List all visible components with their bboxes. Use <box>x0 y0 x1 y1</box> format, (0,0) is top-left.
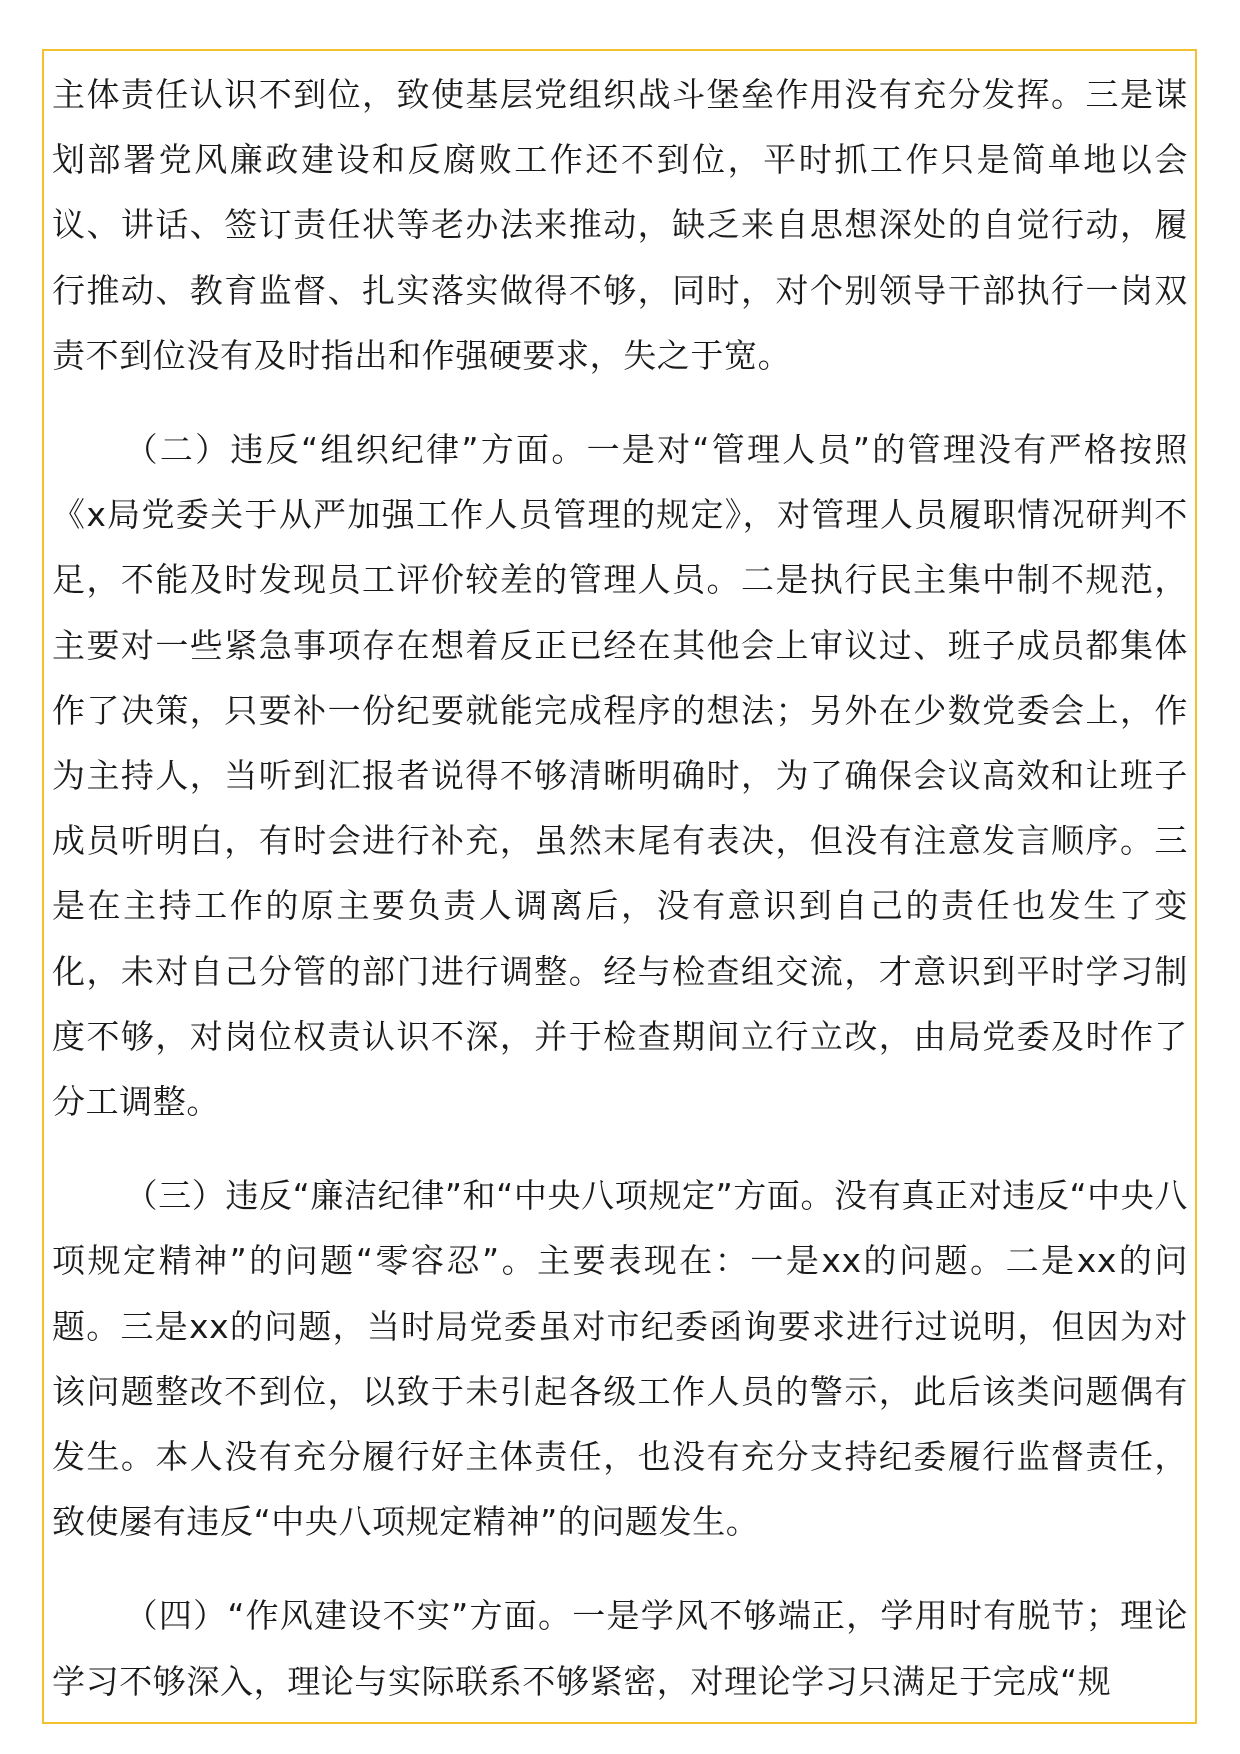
paragraph-integrity-discipline: （三）违反“廉洁纪律”和“中央八项规定”方面。没有真正对违反“中央八项规定精神”的问题“零容忍”。主要表现在：一是xx的问题。二是xx的问题。三是xx的问题，当时局党委虽对市纪委函询要求进行过说明，但因为对该问题整改不到位，以致于未引起各级工作人员的警示，此后该类问题偶有发生。本人没有充分履行好主体责任，也没有充分支持纪委履行监督责任，致使屡有违反“中央八项规定精神”的问题发生。 <box>52 1176 1188 1542</box>
document-body <box>52 62 1188 1714</box>
paragraph-organization-discipline: （二）违反“组织纪律”方面。一是对“管理人员”的管理没有严格按照《x局党委关于从严加强工作人员管理的规定》，对管理人员履职情况研判不足，不能及时发现员工评价较差的管理人员。二是执行民主集中制不规范，主要对一些紧急事项存在想着反正已经在其他会上审议过、班子成员都集体作了决策，只要补一份纪要就能完成程序的想法；另外在少数党委会上，作为主持人，当听到汇报者说得不够清晰明确时，为了确保会议高效和让班子成员听明白，有时会进行补充，虽然末尾有表决，但没有注意发言顺序。三是在主持工作的原主要负责人调离后，没有意识到自己的责任也发生了变化，未对自己分管的部门进行调整。经与检查组交流，才意识到平时学习制度不够，对岗位权责认识不深，并于检查期间立行立改，由局党委及时作了分工调整。 <box>52 430 1188 1122</box>
paragraph-work-style: （四）“作风建设不实”方面。一是学风不够端正，学用时有脱节；理论学习不够深入，理论与实际联系不够紧密，对理论学习只满足于完成“规 <box>52 1596 1188 1701</box>
paragraph-continued: 主体责任认识不到位，致使基层党组织战斗堡垒作用没有充分发挥。三是谋划部署党风廉政建设和反腐败工作还不到位，平时抓工作只是简单地以会议、讲话、签订责任状等老办法来推动，缺乏来自思想深处的自觉行动，履行推动、教育监督、扎实落实做得不够，同时，对个别领导干部执行一岗双责不到位没有及时指出和作强硬要求，失之于宽。 <box>52 75 1188 375</box>
